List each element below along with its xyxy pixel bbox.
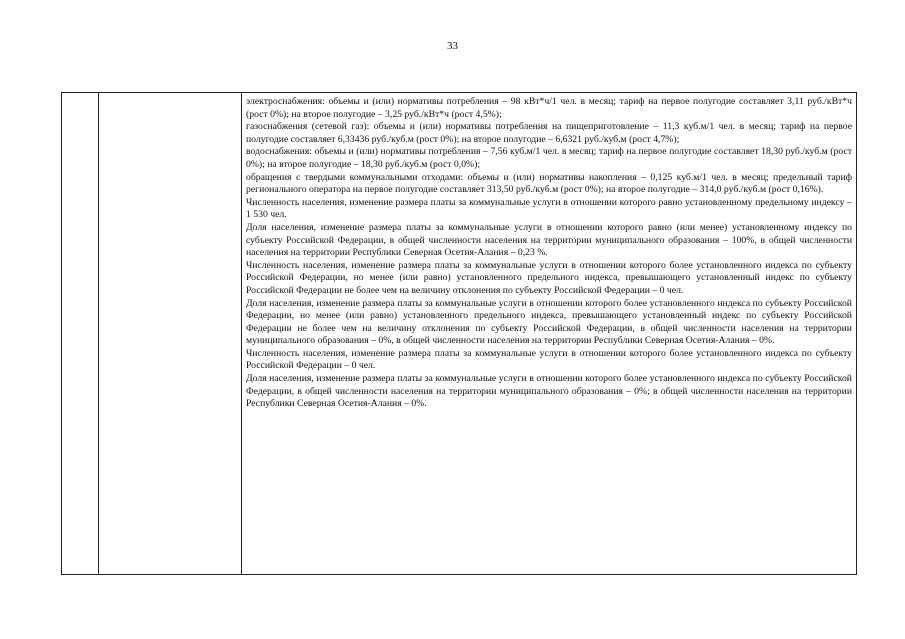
paragraph-electricity: электроснабжения: объемы и (или) нормативы потребления – 98 кВт*ч/1 чел. в месяц; тариф на первое полугодие составляет 3,11 руб./кВт*ч (рост 0%); на второе полугодие – 3,25 руб./кВт*ч (рост 4,5%); [246, 96, 852, 120]
table-cell-number [62, 93, 99, 575]
paragraph-share-above-index: Доля населения, изменение размера платы за коммунальные услуги в отношении которого более установленного индекса по субъекту Российской Федерации, но менее (или равно) установленного предельного индекса, превышающего установленный индекс по субъекту Российской Федерации не более чем на величину отклонения по субъекту Российской Федерации, в общей численности населения на территории муниципального образования – 0%, в общей численности населения на территории Республики Северная Осетия-Алания – 0%. [246, 297, 852, 347]
paragraph-population-above-regional: Численность населения, изменение размера платы за коммунальные услуги в отношении которого более установленного индекса по субъекту Российской Федерации – 0 чел. [246, 347, 852, 372]
page-number: 33 [447, 40, 458, 52]
table-cell-description [242, 93, 857, 575]
paragraph-population-limit: Численность населения, изменение размера платы за коммунальные услуги в отношении которого равно установленному предельному индексу – 1 530 чел. [246, 196, 852, 221]
table-cell-name [99, 93, 242, 575]
table-row [62, 93, 857, 575]
paragraph-share-above-regional: Доля населения, изменение размера платы за коммунальные услуги в отношении которого более установленного индекса по субъекту Российской Федерации, в общей численности населения на территории муниципального образования – 0%; в общей численности населения на территории Республики Северная Осетия-Алания – 0%. [246, 373, 852, 410]
paragraph-gas: газоснабжения (сетевой газ): объемы и (или) нормативы потребления на пищеприготовление – 11,3 куб.м/1 чел. в месяц; тариф на первое полугодие составляет 6,33436 руб./куб.м (рост 0%); на второе полугодие – 6,6321 руб./куб.м (рост 4,7%); [246, 121, 852, 145]
paragraph-water: водоснабжения: объемы и (или) нормативы потребления – 7,56 куб.м/1 чел. в месяц; тариф на первое полугодие составляет 18,30 руб./куб.м (рост 0%); на второе полугодие – 18,30 руб./куб.м (рост 0,0%); [246, 146, 852, 170]
document-table [61, 92, 857, 575]
paragraph-waste: обращения с твердыми коммунальными отходами: объемы и (или) нормативы накопления – 0,125 куб.м/1 чел. в месяц; предельный тариф регионального оператора на первое полугодие составляет 313,50 руб./куб.м (рост 0%); на второе полугодие – 314,0 руб./куб.м (рост 0,16%). [246, 171, 852, 196]
paragraph-population-above-index: Численность населения, изменение размера платы за коммунальные услуги в отношении которого более установленного индекса по субъекту Российской Федерации, но менее (или равно) установленного предельного индекса, превышающего установленный индекс по субъекту Российской Федерации не более чем на величину отклонения по субъекту Российской Федерации – 0 чел. [246, 259, 852, 296]
paragraph-share-equal: Доля населения, изменение размера платы за коммунальные услуги в отношении которого равно (или менее) установленному индексу по субъекту Российской Федерации, в общей численности населения на территории муниципального образования – 100%, в общей численности населения на территории Республики Северная Осетия-Алания – 0,23 %. [246, 221, 852, 259]
